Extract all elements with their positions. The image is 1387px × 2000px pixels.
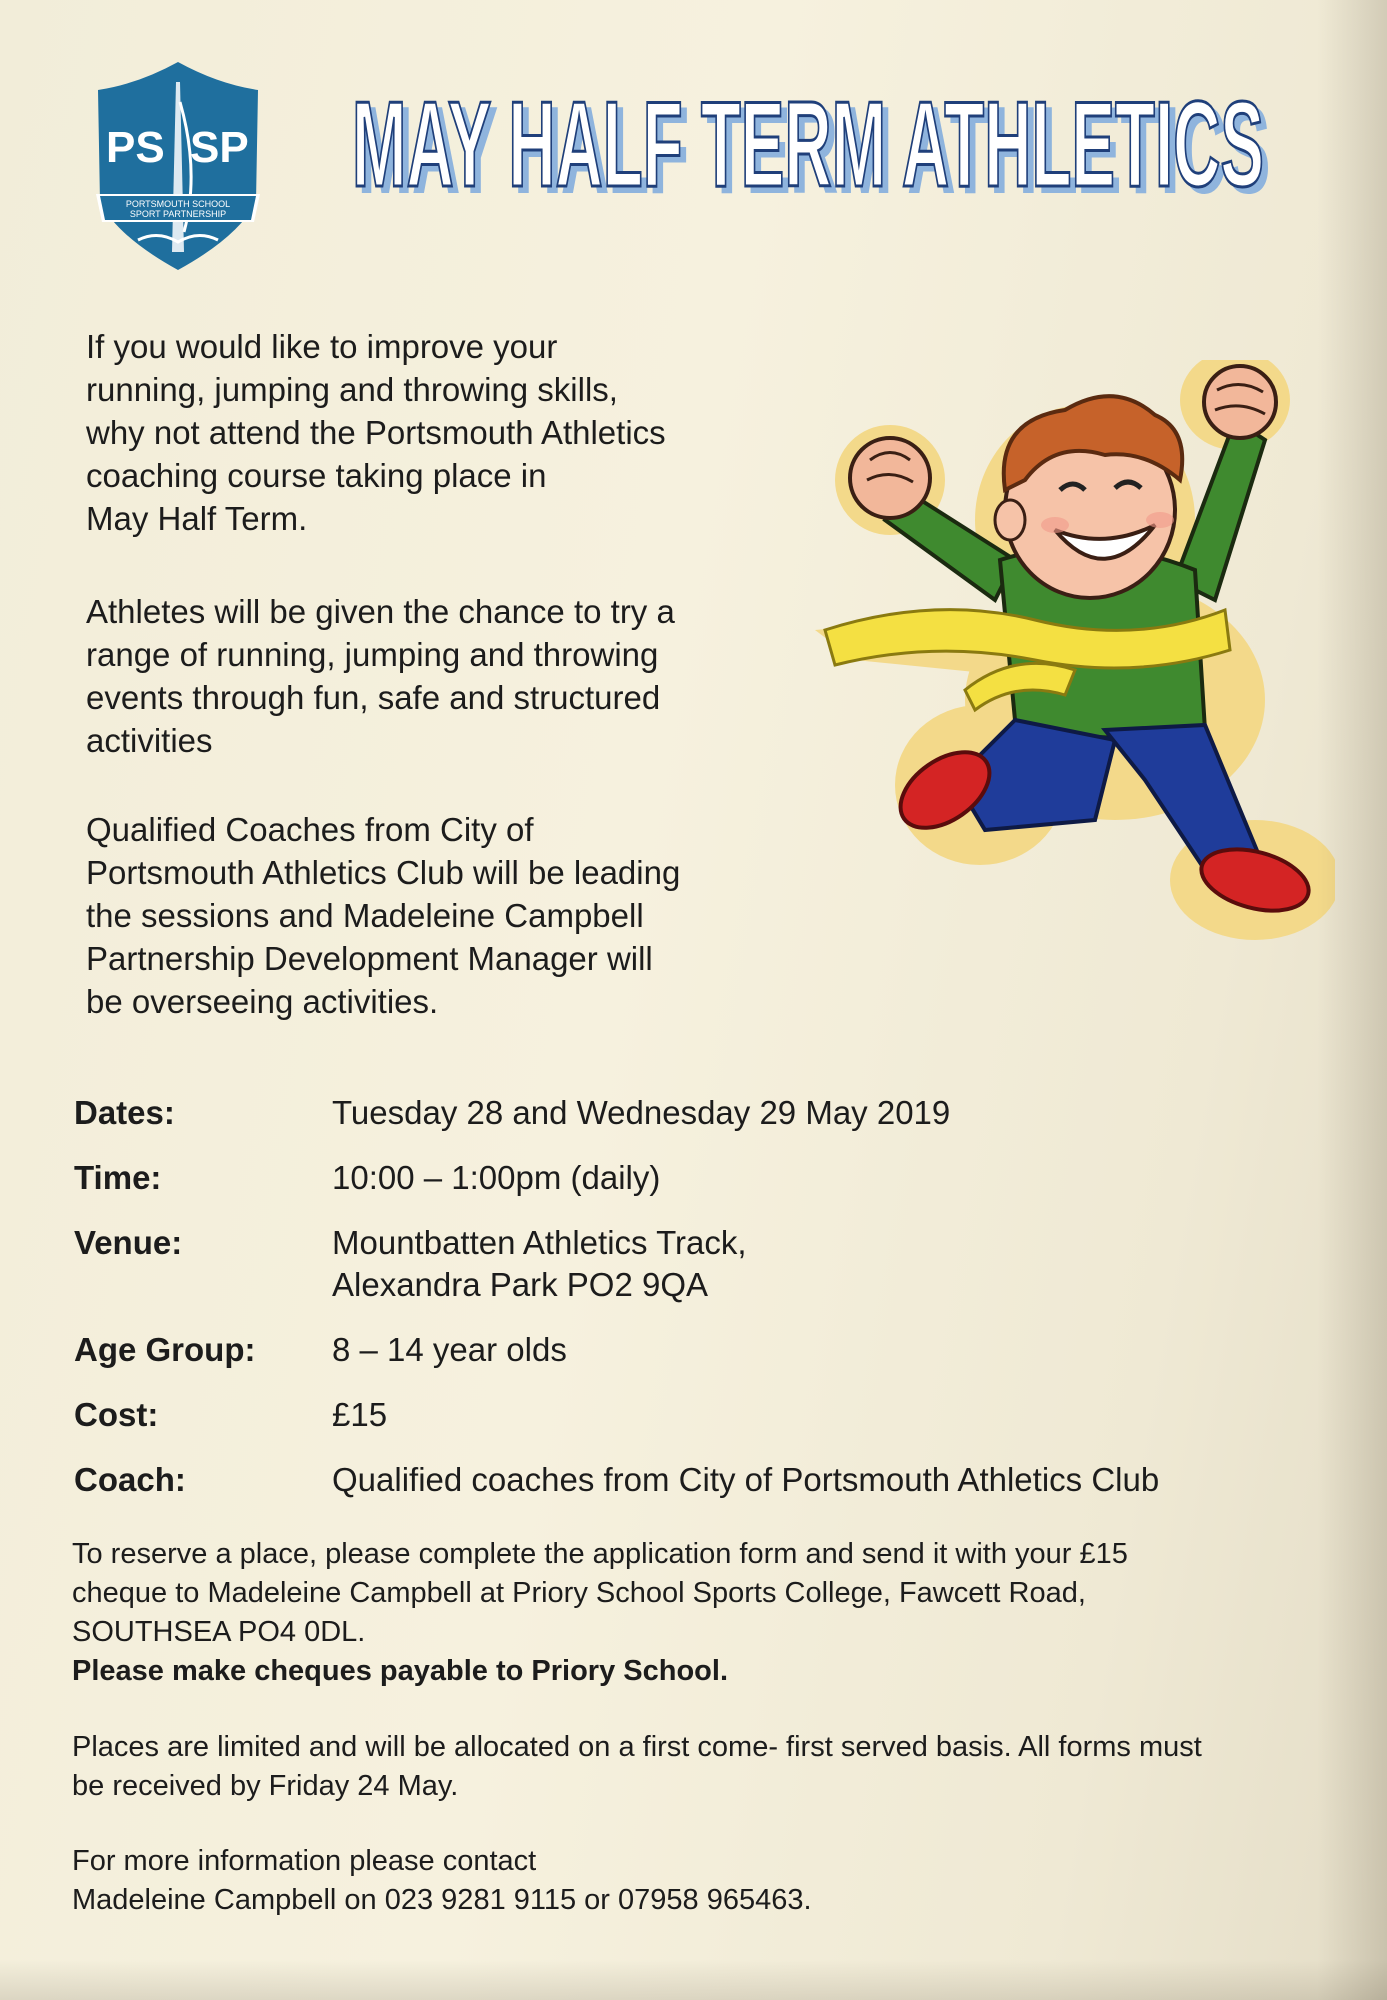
detail-row-coach bbox=[74, 1459, 1314, 1501]
intro-paragraph-3: Qualified Coaches from City of Portsmouth Athletics Club will be leading the sessions and Madeleine Campbell Partnership Development Manager will be overseeing activities. bbox=[86, 811, 681, 1020]
intro-paragraph-2: Athletes will be given the chance to try a range of running, jumping and throwing events through fun, safe and structured activities bbox=[86, 593, 675, 759]
logo-right-text: SP bbox=[190, 123, 249, 172]
logo-banner-line2: SPORT PARTNERSHIP bbox=[129, 209, 227, 219]
cheque-payable-note: Please make cheques payable to Priory School. bbox=[72, 1655, 728, 1687]
title-text: MAY HALF TERM ATHLETICS bbox=[352, 76, 1264, 210]
intro-paragraph-1: If you would like to improve your running, jumping and throwing skills, why not attend the Portsmouth Athletics coaching course taking place in May Half Term. bbox=[86, 328, 666, 537]
detail-value: Tuesday 28 and Wednesday 29 May 2019 bbox=[332, 1094, 951, 1131]
detail-value: Mountbatten Athletics Track, Alexandra Park PO2 9QA bbox=[332, 1224, 747, 1303]
page-title bbox=[350, 60, 1280, 210]
detail-value: 8 – 14 year olds bbox=[332, 1331, 567, 1368]
detail-row-venue bbox=[74, 1222, 1314, 1306]
pssp-logo bbox=[88, 62, 268, 272]
detail-row-age-group bbox=[74, 1329, 1314, 1371]
places-paragraph: Places are limited and will be allocated on a first come- first served basis. All forms must be received by Friday 24 May. bbox=[72, 1731, 1202, 1802]
detail-label: Age Group: bbox=[74, 1331, 256, 1368]
detail-value: 10:00 – 1:00pm (daily) bbox=[332, 1159, 661, 1196]
reserve-paragraph: To reserve a place, please complete the application form and send it with your £15 cheque to Madeleine Campbell at Priory School Sports College, Fawcett Road, SOUTHSEA PO4 0DL. Please make cheques payable to Priory School. bbox=[72, 1535, 1372, 1691]
detail-value: £15 bbox=[332, 1396, 388, 1433]
detail-label: Venue: bbox=[74, 1224, 183, 1261]
page-shadow bbox=[1317, 0, 1387, 2000]
logo-banner-line1: PORTSMOUTH SCHOOL bbox=[125, 199, 231, 209]
detail-label: Cost: bbox=[74, 1396, 159, 1433]
event-details bbox=[74, 1092, 1314, 1524]
detail-row-time bbox=[74, 1157, 1314, 1199]
page-shadow bbox=[0, 1960, 1387, 2000]
title-shadow: MAY HALF TERM ATHLETICS bbox=[358, 82, 1270, 210]
detail-label: Time: bbox=[74, 1159, 162, 1196]
detail-label: Dates: bbox=[74, 1094, 175, 1131]
detail-row-dates bbox=[74, 1092, 1314, 1134]
running-boy-illustration bbox=[815, 360, 1335, 940]
logo-left-text: PS bbox=[106, 123, 165, 172]
running-boy-icon bbox=[815, 360, 1335, 940]
detail-label: Coach: bbox=[74, 1461, 186, 1498]
contact-paragraph: For more information please contact Madeleine Campbell on 023 9281 9115 or 07958 965463. bbox=[72, 1845, 812, 1916]
detail-row-cost bbox=[74, 1394, 1314, 1436]
shield-logo-icon bbox=[88, 62, 268, 272]
detail-value: Qualified coaches from City of Portsmouth Athletics Club bbox=[332, 1461, 1160, 1498]
